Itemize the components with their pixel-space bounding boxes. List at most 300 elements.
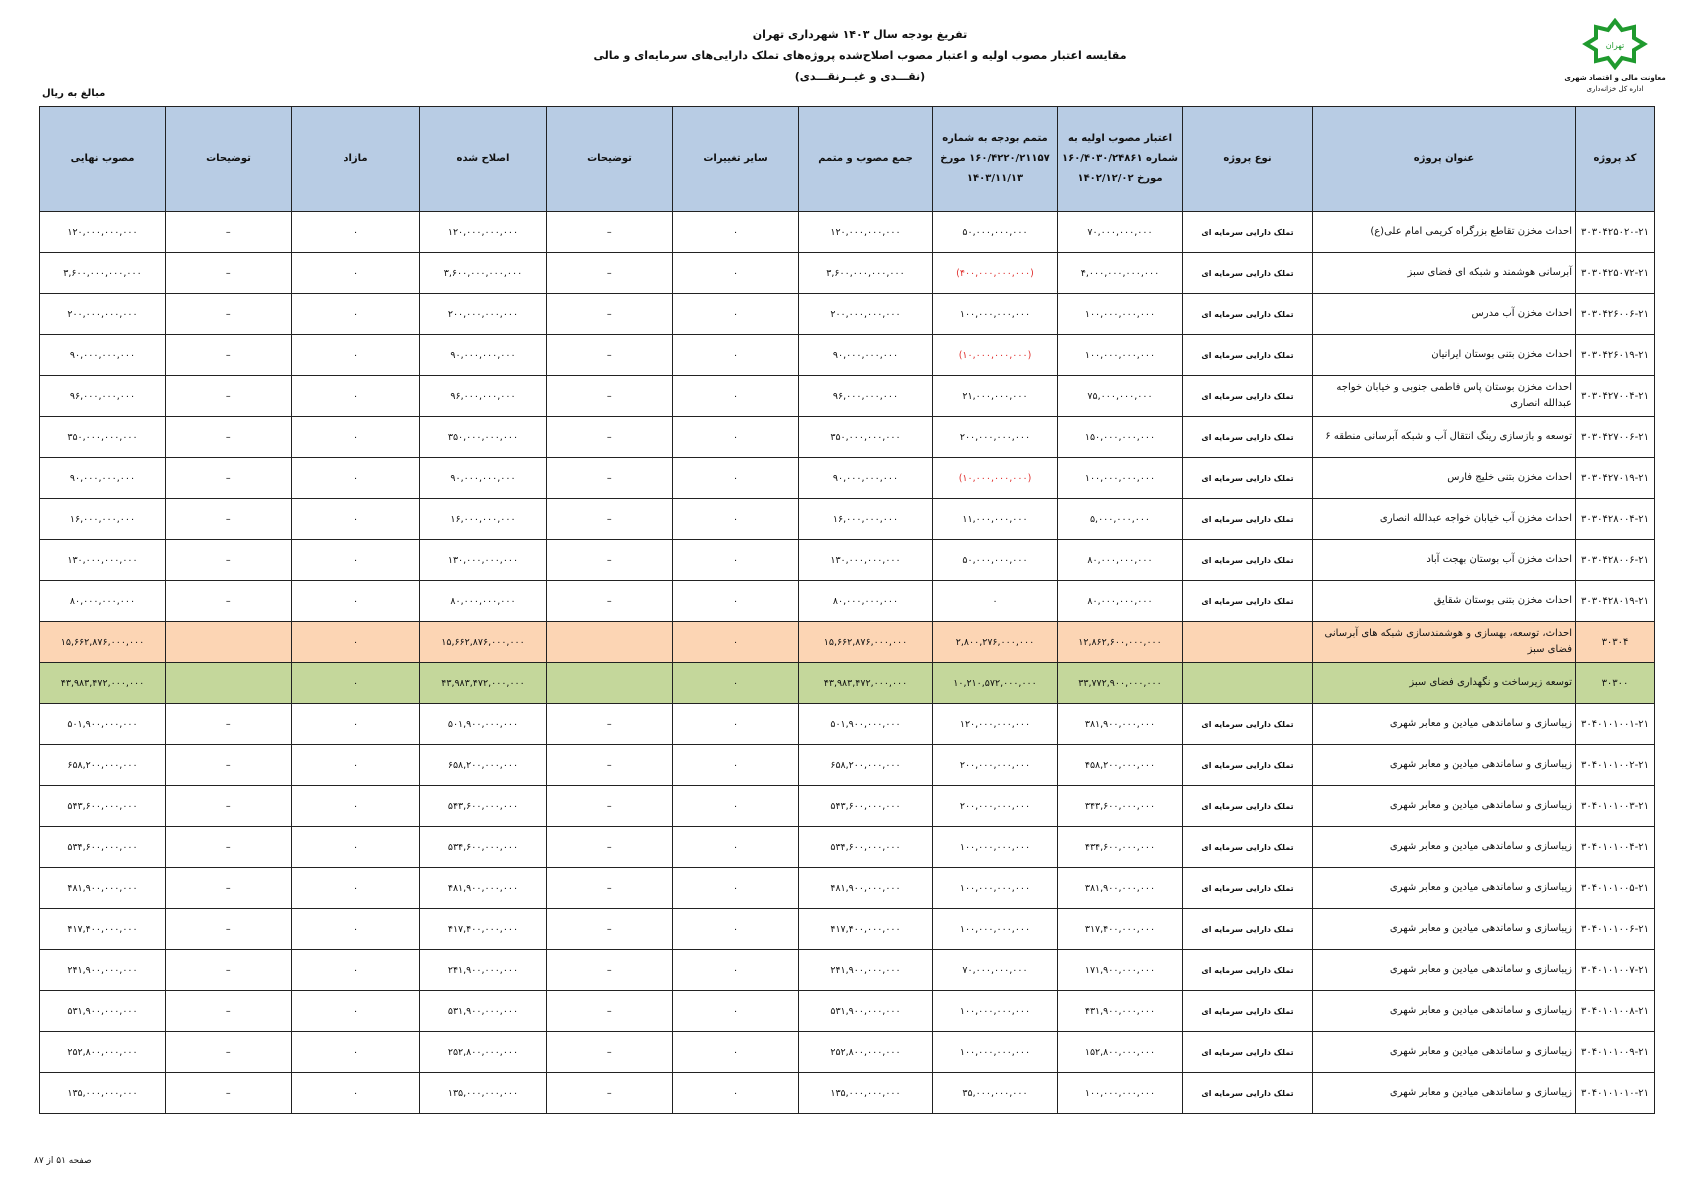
cell-final-approved: ۳,۶۰۰,۰۰۰,۰۰۰,۰۰۰ [40, 253, 166, 294]
budget-table [39, 106, 1655, 1114]
cell-supplement: ۲۱,۰۰۰,۰۰۰,۰۰۰ [933, 376, 1058, 417]
project-code-text: ۳۰۳۰۴۲۵۰۷۲-۲۱ [1580, 267, 1650, 279]
cell-project-title: توسعه زیرساخت و نگهداری فضای سبز [1313, 663, 1576, 704]
cell-other-changes: ۰ [673, 909, 799, 950]
table-row [40, 581, 1655, 622]
cell-initial-approved: ۱۰۰,۰۰۰,۰۰۰,۰۰۰ [1058, 1073, 1183, 1114]
cell-project-code [1576, 499, 1655, 540]
cell-final-approved: ۲۰۰,۰۰۰,۰۰۰,۰۰۰ [40, 294, 166, 335]
cell-corrected: ۸۰,۰۰۰,۰۰۰,۰۰۰ [420, 581, 547, 622]
cell-approved-total: ۹۰,۰۰۰,۰۰۰,۰۰۰ [799, 335, 933, 376]
cell-project-code [1576, 745, 1655, 786]
cell-project-code [1576, 540, 1655, 581]
column-header-final-approved: مصوب نهایی [40, 107, 166, 212]
cell-final-approved: ۴۳,۹۸۳,۴۷۲,۰۰۰,۰۰۰ [40, 663, 166, 704]
table-row [40, 827, 1655, 868]
cell-project-title: زیباسازی و ساماندهی میادین و معابر شهری [1313, 1073, 1576, 1114]
cell-initial-approved: ۴,۰۰۰,۰۰۰,۰۰۰,۰۰۰ [1058, 253, 1183, 294]
cell-supplement: ۲,۸۰۰,۲۷۶,۰۰۰,۰۰۰ [933, 622, 1058, 663]
cell-final-approved: ۱۳۰,۰۰۰,۰۰۰,۰۰۰ [40, 540, 166, 581]
cell-supplement: ۳۵,۰۰۰,۰۰۰,۰۰۰ [933, 1073, 1058, 1114]
cell-project-title: زیباسازی و ساماندهی میادین و معابر شهری [1313, 745, 1576, 786]
project-code-text: ۳۰۳۰۴۲۷۰۰۶-۲۱ [1580, 431, 1650, 443]
cell-project-title: احداث مخزن آب بوستان بهجت آباد [1313, 540, 1576, 581]
cell-notes-2: – [166, 745, 292, 786]
cell-project-type: تملک دارایی سرمایه ای [1183, 909, 1313, 950]
title-line-2: مقایسه اعتبار مصوب اولیه و اعتبار مصوب اصلاح‌شده پروژه‌های تملک دارایی‌های سرمایه‌ای و مالی [593, 49, 1127, 62]
cell-approved-total: ۴۱۷,۴۰۰,۰۰۰,۰۰۰ [799, 909, 933, 950]
cell-supplement: ۲۰۰,۰۰۰,۰۰۰,۰۰۰ [933, 417, 1058, 458]
cell-other-changes: ۰ [673, 417, 799, 458]
cell-final-approved: ۲۵۲,۸۰۰,۰۰۰,۰۰۰ [40, 1032, 166, 1073]
cell-surplus: ۰ [292, 745, 420, 786]
table-row [40, 868, 1655, 909]
cell-project-type: تملک دارایی سرمایه ای [1183, 1032, 1313, 1073]
cell-project-code [1576, 868, 1655, 909]
project-code-text: ۳۰۳۰۴۲۷۰۱۹-۲۱ [1580, 472, 1650, 484]
cell-approved-total: ۸۰,۰۰۰,۰۰۰,۰۰۰ [799, 581, 933, 622]
cell-corrected: ۵۰۱,۹۰۰,۰۰۰,۰۰۰ [420, 704, 547, 745]
cell-supplement: ۱۱,۰۰۰,۰۰۰,۰۰۰ [933, 499, 1058, 540]
cell-project-type: تملک دارایی سرمایه ای [1183, 827, 1313, 868]
cell-other-changes: ۰ [673, 253, 799, 294]
table-row [40, 950, 1655, 991]
column-header-surplus: مازاد [292, 107, 420, 212]
cell-supplement: ۱۰۰,۰۰۰,۰۰۰,۰۰۰ [933, 909, 1058, 950]
table-row [40, 909, 1655, 950]
cell-initial-approved: ۳۸۱,۹۰۰,۰۰۰,۰۰۰ [1058, 704, 1183, 745]
cell-corrected: ۲۰۰,۰۰۰,۰۰۰,۰۰۰ [420, 294, 547, 335]
cell-project-code [1576, 704, 1655, 745]
cell-corrected: ۹۰,۰۰۰,۰۰۰,۰۰۰ [420, 335, 547, 376]
cell-notes-2: – [166, 212, 292, 253]
table-row [40, 376, 1655, 417]
project-code-text: ۳۰۴۰۱۰۱۰۰۱-۲۱ [1580, 718, 1650, 730]
cell-other-changes: ۰ [673, 868, 799, 909]
cell-surplus: ۰ [292, 1073, 420, 1114]
cell-project-type: تملک دارایی سرمایه ای [1183, 1073, 1313, 1114]
cell-other-changes: ۰ [673, 458, 799, 499]
cell-notes: – [547, 704, 673, 745]
cell-supplement: (۴۰۰,۰۰۰,۰۰۰,۰۰۰) [933, 253, 1058, 294]
table-row [40, 458, 1655, 499]
cell-project-title: زیباسازی و ساماندهی میادین و معابر شهری [1313, 786, 1576, 827]
cell-surplus: ۰ [292, 1032, 420, 1073]
project-code-text: ۳۰۳۰۴ [1601, 636, 1629, 648]
org-name: معاونت مالی و اقتصاد شهری [1564, 74, 1666, 82]
cell-initial-approved: ۴۳۴,۶۰۰,۰۰۰,۰۰۰ [1058, 827, 1183, 868]
cell-supplement: ۱۰۰,۰۰۰,۰۰۰,۰۰۰ [933, 827, 1058, 868]
cell-notes-2: – [166, 458, 292, 499]
cell-surplus: ۰ [292, 458, 420, 499]
cell-surplus: ۰ [292, 417, 420, 458]
cell-project-type: تملک دارایی سرمایه ای [1183, 868, 1313, 909]
cell-project-title: احداث مخزن بتنی بوستان ایرانیان [1313, 335, 1576, 376]
cell-initial-approved: ۷۵,۰۰۰,۰۰۰,۰۰۰ [1058, 376, 1183, 417]
cell-notes-2: – [166, 253, 292, 294]
cell-initial-approved: ۱۰۰,۰۰۰,۰۰۰,۰۰۰ [1058, 335, 1183, 376]
cell-notes: – [547, 786, 673, 827]
cell-approved-total: ۳,۶۰۰,۰۰۰,۰۰۰,۰۰۰ [799, 253, 933, 294]
cell-corrected: ۱۲۰,۰۰۰,۰۰۰,۰۰۰ [420, 212, 547, 253]
project-code-text: ۳۰۳۰۰ [1601, 677, 1629, 689]
document-title [560, 24, 1160, 87]
cell-notes-2: – [166, 540, 292, 581]
project-code-text: ۳۰۳۰۴۲۷۰۰۴-۲۱ [1580, 390, 1650, 402]
cell-final-approved: ۱۵,۶۶۲,۸۷۶,۰۰۰,۰۰۰ [40, 622, 166, 663]
cell-supplement: ۱۰۰,۰۰۰,۰۰۰,۰۰۰ [933, 1032, 1058, 1073]
cell-notes-2: – [166, 294, 292, 335]
table-row [40, 417, 1655, 458]
cell-initial-approved: ۵,۰۰۰,۰۰۰,۰۰۰ [1058, 499, 1183, 540]
cell-project-code [1576, 991, 1655, 1032]
cell-approved-total: ۴۸۱,۹۰۰,۰۰۰,۰۰۰ [799, 868, 933, 909]
cell-final-approved: ۲۴۱,۹۰۰,۰۰۰,۰۰۰ [40, 950, 166, 991]
cell-corrected: ۴۸۱,۹۰۰,۰۰۰,۰۰۰ [420, 868, 547, 909]
cell-final-approved: ۶۵۸,۲۰۰,۰۰۰,۰۰۰ [40, 745, 166, 786]
cell-supplement: (۱۰,۰۰۰,۰۰۰,۰۰۰) [933, 335, 1058, 376]
cell-project-title: زیباسازی و ساماندهی میادین و معابر شهری [1313, 909, 1576, 950]
cell-notes: – [547, 458, 673, 499]
column-header-project-code: کد پروژه [1576, 107, 1655, 212]
cell-notes-2: – [166, 335, 292, 376]
table-row [40, 499, 1655, 540]
cell-project-title: احداث مخزن بوستان پاس فاطمی جنوبی و خیابان خواجه عبدالله انصاری [1313, 376, 1576, 417]
cell-project-code [1576, 950, 1655, 991]
cell-notes-2: – [166, 1073, 292, 1114]
project-code-text: ۳۰۳۰۴۲۶۰۱۹-۲۱ [1580, 349, 1650, 361]
cell-final-approved: ۳۵۰,۰۰۰,۰۰۰,۰۰۰ [40, 417, 166, 458]
cell-other-changes: ۰ [673, 581, 799, 622]
cell-supplement: ۷۰,۰۰۰,۰۰۰,۰۰۰ [933, 950, 1058, 991]
cell-notes-2: – [166, 827, 292, 868]
cell-supplement: ۱۰,۲۱۰,۵۷۲,۰۰۰,۰۰۰ [933, 663, 1058, 704]
cell-approved-total: ۱۳۵,۰۰۰,۰۰۰,۰۰۰ [799, 1073, 933, 1114]
cell-project-code [1576, 622, 1655, 663]
cell-project-type: تملک دارایی سرمایه ای [1183, 704, 1313, 745]
title-line-3: (نقـــدی و غیــرنقـــدی) [794, 70, 926, 83]
cell-notes-2: – [166, 499, 292, 540]
cell-supplement: ۲۰۰,۰۰۰,۰۰۰,۰۰۰ [933, 786, 1058, 827]
cell-notes: – [547, 212, 673, 253]
cell-project-code [1576, 663, 1655, 704]
cell-approved-total: ۹۰,۰۰۰,۰۰۰,۰۰۰ [799, 458, 933, 499]
cell-initial-approved: ۱۵۲,۸۰۰,۰۰۰,۰۰۰ [1058, 1032, 1183, 1073]
currency-unit-note: مبالغ به ریال [42, 88, 106, 99]
cell-notes: – [547, 868, 673, 909]
cell-project-code [1576, 376, 1655, 417]
cell-project-code [1576, 827, 1655, 868]
cell-surplus: ۰ [292, 540, 420, 581]
svg-text:تهران: تهران [1605, 41, 1625, 50]
cell-project-code [1576, 294, 1655, 335]
cell-project-title: توسعه و بازسازی رینگ انتقال آب و شبکه آبرسانی منطقه ۶ [1313, 417, 1576, 458]
table-row [40, 540, 1655, 581]
cell-notes: – [547, 253, 673, 294]
cell-other-changes: ۰ [673, 622, 799, 663]
cell-notes-2 [166, 622, 292, 663]
cell-approved-total: ۹۶,۰۰۰,۰۰۰,۰۰۰ [799, 376, 933, 417]
cell-project-type: تملک دارایی سرمایه ای [1183, 745, 1313, 786]
cell-other-changes: ۰ [673, 376, 799, 417]
cell-notes: – [547, 417, 673, 458]
cell-other-changes: ۰ [673, 950, 799, 991]
cell-project-type: تملک دارایی سرمایه ای [1183, 499, 1313, 540]
cell-project-title: احداث مخزن تقاطع بزرگراه کریمی امام علی(ع) [1313, 212, 1576, 253]
cell-approved-total: ۵۳۱,۹۰۰,۰۰۰,۰۰۰ [799, 991, 933, 1032]
column-header-notes-2: توضیحات [166, 107, 292, 212]
table-row [40, 335, 1655, 376]
cell-notes-2: – [166, 909, 292, 950]
cell-notes: – [547, 909, 673, 950]
cell-final-approved: ۹۶,۰۰۰,۰۰۰,۰۰۰ [40, 376, 166, 417]
cell-corrected: ۱۳۰,۰۰۰,۰۰۰,۰۰۰ [420, 540, 547, 581]
cell-surplus: ۰ [292, 376, 420, 417]
cell-surplus: ۰ [292, 253, 420, 294]
column-header-notes: توضیحات [547, 107, 673, 212]
cell-corrected: ۶۵۸,۲۰۰,۰۰۰,۰۰۰ [420, 745, 547, 786]
cell-final-approved: ۵۳۴,۶۰۰,۰۰۰,۰۰۰ [40, 827, 166, 868]
cell-other-changes: ۰ [673, 1032, 799, 1073]
cell-project-type: تملک دارایی سرمایه ای [1183, 376, 1313, 417]
cell-project-type: تملک دارایی سرمایه ای [1183, 950, 1313, 991]
subtotal-row [40, 622, 1655, 663]
cell-approved-total: ۶۵۸,۲۰۰,۰۰۰,۰۰۰ [799, 745, 933, 786]
cell-approved-total: ۱۵,۶۶۲,۸۷۶,۰۰۰,۰۰۰ [799, 622, 933, 663]
cell-project-title: احداث مخزن بتنی خلیج فارس [1313, 458, 1576, 499]
cell-final-approved: ۵۳۱,۹۰۰,۰۰۰,۰۰۰ [40, 991, 166, 1032]
cell-project-title: زیباسازی و ساماندهی میادین و معابر شهری [1313, 950, 1576, 991]
cell-project-type: تملک دارایی سرمایه ای [1183, 335, 1313, 376]
cell-project-type: تملک دارایی سرمایه ای [1183, 212, 1313, 253]
cell-initial-approved: ۷۰,۰۰۰,۰۰۰,۰۰۰ [1058, 212, 1183, 253]
cell-final-approved: ۹۰,۰۰۰,۰۰۰,۰۰۰ [40, 458, 166, 499]
project-code-text: ۳۰۳۰۴۲۶۰۰۶-۲۱ [1580, 308, 1650, 320]
cell-approved-total: ۵۳۴,۶۰۰,۰۰۰,۰۰۰ [799, 827, 933, 868]
cell-other-changes: ۰ [673, 663, 799, 704]
cell-project-type: تملک دارایی سرمایه ای [1183, 540, 1313, 581]
cell-notes: – [547, 1032, 673, 1073]
cell-initial-approved: ۳۴۳,۶۰۰,۰۰۰,۰۰۰ [1058, 786, 1183, 827]
cell-notes-2: – [166, 868, 292, 909]
project-code-text: ۳۰۴۰۱۰۱۰۰۶-۲۱ [1580, 923, 1650, 935]
cell-supplement: ۱۰۰,۰۰۰,۰۰۰,۰۰۰ [933, 294, 1058, 335]
cell-approved-total: ۲۴۱,۹۰۰,۰۰۰,۰۰۰ [799, 950, 933, 991]
cell-initial-approved: ۴۳۱,۹۰۰,۰۰۰,۰۰۰ [1058, 991, 1183, 1032]
column-header-corrected: اصلاح شده [420, 107, 547, 212]
cell-other-changes: ۰ [673, 212, 799, 253]
column-header-project-type: نوع پروژه [1183, 107, 1313, 212]
cell-project-type: تملک دارایی سرمایه ای [1183, 581, 1313, 622]
cell-surplus: ۰ [292, 622, 420, 663]
org-department: اداره کل خزانه‌داری [1586, 85, 1644, 93]
column-header-approved-total: جمع مصوب و متمم [799, 107, 933, 212]
cell-project-title: زیباسازی و ساماندهی میادین و معابر شهری [1313, 991, 1576, 1032]
cell-project-type: تملک دارایی سرمایه ای [1183, 458, 1313, 499]
cell-project-code [1576, 212, 1655, 253]
cell-corrected: ۳,۶۰۰,۰۰۰,۰۰۰,۰۰۰ [420, 253, 547, 294]
table-row [40, 745, 1655, 786]
cell-surplus: ۰ [292, 294, 420, 335]
cell-surplus: ۰ [292, 827, 420, 868]
cell-supplement: ۰ [933, 581, 1058, 622]
cell-project-code [1576, 458, 1655, 499]
cell-final-approved: ۴۱۷,۴۰۰,۰۰۰,۰۰۰ [40, 909, 166, 950]
cell-project-code [1576, 581, 1655, 622]
cell-project-code [1576, 417, 1655, 458]
cell-project-title: احداث، توسعه، بهسازی و هوشمندسازی شبکه های آبرسانی فضای سبز [1313, 622, 1576, 663]
cell-supplement: ۱۰۰,۰۰۰,۰۰۰,۰۰۰ [933, 868, 1058, 909]
cell-approved-total: ۵۰۱,۹۰۰,۰۰۰,۰۰۰ [799, 704, 933, 745]
cell-project-title: احداث مخزن آب مدرس [1313, 294, 1576, 335]
cell-surplus: ۰ [292, 704, 420, 745]
cell-notes-2: – [166, 417, 292, 458]
cell-approved-total: ۱۶,۰۰۰,۰۰۰,۰۰۰ [799, 499, 933, 540]
cell-initial-approved: ۳۸۱,۹۰۰,۰۰۰,۰۰۰ [1058, 868, 1183, 909]
page-number: صفحه ۵۱ از ۸۷ [34, 1156, 92, 1166]
cell-initial-approved: ۱۷۱,۹۰۰,۰۰۰,۰۰۰ [1058, 950, 1183, 991]
table-body [40, 212, 1655, 1114]
cell-corrected: ۲۴۱,۹۰۰,۰۰۰,۰۰۰ [420, 950, 547, 991]
cell-approved-total: ۵۴۳,۶۰۰,۰۰۰,۰۰۰ [799, 786, 933, 827]
cell-surplus: ۰ [292, 663, 420, 704]
cell-approved-total: ۱۳۰,۰۰۰,۰۰۰,۰۰۰ [799, 540, 933, 581]
cell-notes-2: – [166, 786, 292, 827]
cell-approved-total: ۱۲۰,۰۰۰,۰۰۰,۰۰۰ [799, 212, 933, 253]
cell-project-title: زیباسازی و ساماندهی میادین و معابر شهری [1313, 868, 1576, 909]
cell-surplus: ۰ [292, 868, 420, 909]
cell-notes [547, 663, 673, 704]
cell-notes: – [547, 745, 673, 786]
cell-final-approved: ۱۶,۰۰۰,۰۰۰,۰۰۰ [40, 499, 166, 540]
cell-final-approved: ۵۰۱,۹۰۰,۰۰۰,۰۰۰ [40, 704, 166, 745]
cell-surplus: ۰ [292, 581, 420, 622]
project-code-text: ۳۰۳۰۴۲۸۰۱۹-۲۱ [1580, 595, 1650, 607]
cell-notes: – [547, 376, 673, 417]
cell-corrected: ۱۶,۰۰۰,۰۰۰,۰۰۰ [420, 499, 547, 540]
cell-other-changes: ۰ [673, 827, 799, 868]
project-code-text: ۳۰۳۰۴۲۵۰۲۰-۲۱ [1580, 226, 1650, 238]
column-header-supplement: متمم بودجه به شماره ۱۶۰/۴۲۲۰/۲۱۱۵۷ مورخ ۱۴۰۳/۱۱/۱۳ [933, 107, 1058, 212]
cell-other-changes: ۰ [673, 540, 799, 581]
cell-supplement: ۵۰,۰۰۰,۰۰۰,۰۰۰ [933, 540, 1058, 581]
cell-project-type: تملک دارایی سرمایه ای [1183, 417, 1313, 458]
table-row [40, 253, 1655, 294]
table-row [40, 704, 1655, 745]
cell-project-type [1183, 622, 1313, 663]
cell-final-approved: ۴۸۱,۹۰۰,۰۰۰,۰۰۰ [40, 868, 166, 909]
cell-other-changes: ۰ [673, 499, 799, 540]
cell-notes: – [547, 335, 673, 376]
cell-corrected: ۱۳۵,۰۰۰,۰۰۰,۰۰۰ [420, 1073, 547, 1114]
cell-notes [547, 622, 673, 663]
cell-approved-total: ۴۳,۹۸۳,۴۷۲,۰۰۰,۰۰۰ [799, 663, 933, 704]
cell-initial-approved: ۱۰۰,۰۰۰,۰۰۰,۰۰۰ [1058, 294, 1183, 335]
cell-approved-total: ۲۰۰,۰۰۰,۰۰۰,۰۰۰ [799, 294, 933, 335]
cell-project-title: زیباسازی و ساماندهی میادین و معابر شهری [1313, 704, 1576, 745]
table-row [40, 1032, 1655, 1073]
cell-notes-2: – [166, 704, 292, 745]
cell-surplus: ۰ [292, 950, 420, 991]
cell-project-type: تملک دارایی سرمایه ای [1183, 991, 1313, 1032]
table-header-row [40, 107, 1655, 212]
cell-other-changes: ۰ [673, 786, 799, 827]
cell-corrected: ۴۱۷,۴۰۰,۰۰۰,۰۰۰ [420, 909, 547, 950]
cell-corrected: ۴۳,۹۸۳,۴۷۲,۰۰۰,۰۰۰ [420, 663, 547, 704]
cell-notes-2: – [166, 950, 292, 991]
cell-corrected: ۲۵۲,۸۰۰,۰۰۰,۰۰۰ [420, 1032, 547, 1073]
cell-supplement: (۱۰,۰۰۰,۰۰۰,۰۰۰) [933, 458, 1058, 499]
cell-project-code [1576, 1073, 1655, 1114]
project-code-text: ۳۰۴۰۱۰۱۰۰۲-۲۱ [1580, 759, 1650, 771]
cell-notes: – [547, 827, 673, 868]
cell-other-changes: ۰ [673, 335, 799, 376]
cell-notes-2: – [166, 581, 292, 622]
cell-supplement: ۱۲۰,۰۰۰,۰۰۰,۰۰۰ [933, 704, 1058, 745]
cell-project-type: تملک دارایی سرمایه ای [1183, 253, 1313, 294]
project-code-text: ۳۰۴۰۱۰۱۰۰۹-۲۱ [1580, 1046, 1650, 1058]
cell-project-code [1576, 335, 1655, 376]
cell-notes: – [547, 1073, 673, 1114]
cell-project-title: زیباسازی و ساماندهی میادین و معابر شهری [1313, 827, 1576, 868]
cell-corrected: ۹۶,۰۰۰,۰۰۰,۰۰۰ [420, 376, 547, 417]
cell-project-code [1576, 786, 1655, 827]
table-row [40, 991, 1655, 1032]
cell-corrected: ۱۵,۶۶۲,۸۷۶,۰۰۰,۰۰۰ [420, 622, 547, 663]
title-line-1: تفریغ بودجه سال ۱۴۰۳ شهرداری تهران [752, 28, 968, 41]
table-row [40, 1073, 1655, 1114]
project-code-text: ۳۰۴۰۱۰۱۰۰۷-۲۱ [1580, 964, 1650, 976]
project-code-text: ۳۰۳۰۴۲۸۰۰۶-۲۱ [1580, 554, 1650, 566]
cell-corrected: ۵۴۳,۶۰۰,۰۰۰,۰۰۰ [420, 786, 547, 827]
cell-project-type: تملک دارایی سرمایه ای [1183, 786, 1313, 827]
cell-project-title: احداث مخزن آب خیابان خواجه عبدالله انصاری [1313, 499, 1576, 540]
cell-initial-approved: ۸۰,۰۰۰,۰۰۰,۰۰۰ [1058, 540, 1183, 581]
cell-initial-approved: ۸۰,۰۰۰,۰۰۰,۰۰۰ [1058, 581, 1183, 622]
municipality-logo [1560, 18, 1670, 93]
cell-supplement: ۲۰۰,۰۰۰,۰۰۰,۰۰۰ [933, 745, 1058, 786]
cell-other-changes: ۰ [673, 294, 799, 335]
cell-project-type [1183, 663, 1313, 704]
cell-other-changes: ۰ [673, 991, 799, 1032]
cell-approved-total: ۳۵۰,۰۰۰,۰۰۰,۰۰۰ [799, 417, 933, 458]
cell-notes: – [547, 991, 673, 1032]
cell-initial-approved: ۳۳,۷۷۲,۹۰۰,۰۰۰,۰۰۰ [1058, 663, 1183, 704]
project-code-text: ۳۰۳۰۴۲۸۰۰۴-۲۱ [1580, 513, 1650, 525]
cell-project-type: تملک دارایی سرمایه ای [1183, 294, 1313, 335]
table-row [40, 212, 1655, 253]
cell-other-changes: ۰ [673, 745, 799, 786]
cell-final-approved: ۸۰,۰۰۰,۰۰۰,۰۰۰ [40, 581, 166, 622]
cell-initial-approved: ۱۵۰,۰۰۰,۰۰۰,۰۰۰ [1058, 417, 1183, 458]
cell-surplus: ۰ [292, 991, 420, 1032]
cell-notes-2 [166, 663, 292, 704]
cell-notes: – [547, 499, 673, 540]
cell-surplus: ۰ [292, 499, 420, 540]
cell-surplus: ۰ [292, 335, 420, 376]
cell-final-approved: ۵۴۳,۶۰۰,۰۰۰,۰۰۰ [40, 786, 166, 827]
cell-approved-total: ۲۵۲,۸۰۰,۰۰۰,۰۰۰ [799, 1032, 933, 1073]
column-header-initial-approved: اعتبار مصوب اولیه به شماره ۱۶۰/۴۰۳۰/۲۴۸۶۱ مورخ ۱۴۰۲/۱۲/۰۲ [1058, 107, 1183, 212]
cell-notes: – [547, 581, 673, 622]
cell-project-code [1576, 253, 1655, 294]
cell-notes: – [547, 950, 673, 991]
cell-initial-approved: ۱۲,۸۶۲,۶۰۰,۰۰۰,۰۰۰ [1058, 622, 1183, 663]
cell-notes-2: – [166, 376, 292, 417]
project-code-text: ۳۰۴۰۱۰۱۰۱۰-۲۱ [1580, 1087, 1650, 1099]
table-row [40, 294, 1655, 335]
cell-project-title: احداث مخزن بتنی بوستان شقایق [1313, 581, 1576, 622]
